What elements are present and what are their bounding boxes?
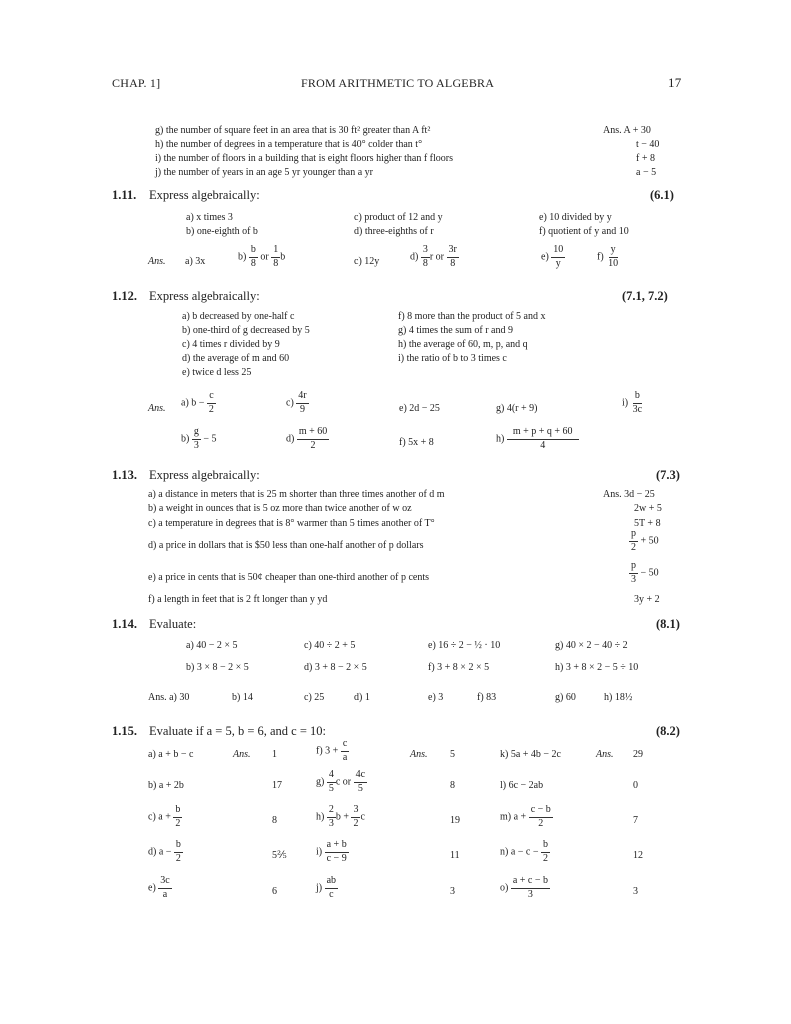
problem-number-1-12: 1.12. xyxy=(112,289,137,303)
p12-ans-a: a) b − $\frac{c}{2}$ xyxy=(181,390,214,415)
p15-ans-label-a: Ans. xyxy=(233,749,251,760)
p14-item-e: e) 16 ÷ 2 − ½ · 10 xyxy=(428,640,501,651)
p15-item-i: i) $\frac{a + b}{c - 9}$ xyxy=(316,839,347,864)
problem-title-1-12: Express algebraically: xyxy=(149,289,260,303)
p14-ans-g: g) 60 xyxy=(555,692,576,703)
p14-ans-h: h) 18½ xyxy=(604,692,633,703)
p15-ans-a: 1 xyxy=(272,749,277,760)
problem-ref-1-15: (8.2) xyxy=(656,724,680,738)
p13-item-f: f) a length in feet that is 2 ft longer than y yd xyxy=(148,594,328,605)
p13-ans-b: 2w + 5 xyxy=(634,503,662,514)
p11-ans-b: b) $\frac{b}{8}$ or $\frac{1}{8}$ b xyxy=(238,244,286,269)
p15-item-n: n) a − c − $\frac{b}{2}$ xyxy=(500,839,548,864)
problem-number-1-11: 1.11. xyxy=(112,188,137,202)
problem-title-1-14: Evaluate: xyxy=(149,617,197,631)
p12-item-i: i) the ratio of b to 3 times c xyxy=(398,353,507,364)
p11-item-d: d) three-eighths of r xyxy=(354,226,434,237)
p14-item-f: f) 3 + 8 × 2 × 5 xyxy=(428,662,490,673)
p13-ans-e: $\frac{p}{3}$ − 50 xyxy=(631,560,659,585)
running-title: FROM ARITHMETIC TO ALGEBRA xyxy=(301,76,495,90)
p13-item-a: a) a distance in meters that is 25 m shorter than three times another of d m xyxy=(148,489,445,500)
p12-ans-h: h) $\frac{m + p + q + 60}{4}$ xyxy=(496,427,579,451)
p14-ans-b: b) 14 xyxy=(232,692,253,703)
problem-number-1-13: 1.13. xyxy=(112,468,137,482)
p11-ans-a: a) 3x xyxy=(185,256,206,267)
p14-item-g: g) 40 × 2 − 40 ÷ 2 xyxy=(555,640,628,651)
p15-ans-l: 0 xyxy=(633,780,638,791)
p15-ans-k: 29 xyxy=(633,749,643,760)
p14-item-h: h) 3 + 8 × 2 − 5 ÷ 10 xyxy=(555,662,639,673)
p12-ans-label: Ans. xyxy=(148,403,166,414)
p12-ans-g: g) 4(r + 9) xyxy=(496,403,538,414)
p15-item-d: d) a − $\frac{b}{2}$ xyxy=(148,839,181,864)
p15-item-h: h) $\frac{2}{3}$ b + $\frac{3}{2}$ c xyxy=(316,804,365,829)
p15-item-j: j) $\frac{ab}{c}$ xyxy=(316,875,337,900)
p15-item-l: l) 6c − 2ab xyxy=(500,780,544,791)
p15-ans-n: 12 xyxy=(633,850,643,861)
p13-ans-c: 5T + 8 xyxy=(634,518,661,529)
p11-ans-f: f) $\frac{y}{10}$ xyxy=(597,244,619,269)
p15-ans-label-k: Ans. xyxy=(596,749,614,760)
p14-item-c: c) 40 ÷ 2 + 5 xyxy=(304,640,356,651)
cont-item-h: h) the number of degrees in a temperature that is 40° colder than t° xyxy=(155,139,423,150)
p13-ans-d: $\frac{p}{2}$ + 50 xyxy=(631,528,659,553)
p12-ans-i: i) $\frac{b}{3c}$ xyxy=(622,390,643,415)
problem-title-1-11: Express algebraically: xyxy=(149,188,260,202)
p11-item-f: f) quotient of y and 10 xyxy=(539,226,629,237)
p11-ans-d: d) $\frac{3}{8}$ r or $\frac{3r}{8}$ xyxy=(410,244,457,269)
p15-ans-g: 8 xyxy=(450,780,455,791)
problem-number-1-14: 1.14. xyxy=(112,617,137,631)
p14-ans-e: e) 3 xyxy=(428,692,444,703)
problem-ref-1-11: (6.1) xyxy=(650,188,674,202)
p15-item-f: f) 3 + $\frac{c}{a}$ xyxy=(316,738,348,763)
p15-item-e: e) $\frac{3c}{a}$ xyxy=(148,875,170,900)
p15-ans-f: 5 xyxy=(450,749,455,760)
p14-item-b: b) 3 × 8 − 2 × 5 xyxy=(186,662,249,673)
p11-item-e: e) 10 divided by y xyxy=(539,212,612,223)
problem-title-1-13: Express algebraically: xyxy=(149,468,260,482)
p12-ans-e: e) 2d − 25 xyxy=(399,403,440,414)
p14-ans-c: c) 25 xyxy=(304,692,325,703)
p13-ans-a: Ans. 3d − 25 xyxy=(603,489,655,500)
p15-item-b: b) a + 2b xyxy=(148,780,184,791)
p15-ans-i: 11 xyxy=(450,850,460,861)
p15-item-a: a) a + b − c xyxy=(148,749,194,760)
p15-ans-label-f: Ans. xyxy=(410,749,428,760)
problem-ref-1-12: (7.1, 7.2) xyxy=(622,289,668,303)
p12-item-h: h) the average of 60, m, p, and q xyxy=(398,339,528,350)
problem-title-1-15: Evaluate if a = 5, b = 6, and c = 10: xyxy=(149,724,327,738)
p15-ans-b: 17 xyxy=(272,780,282,791)
p11-item-a: a) x times 3 xyxy=(186,212,233,223)
p15-item-c: c) a + $\frac{b}{2}$ xyxy=(148,804,181,829)
p13-ans-f: 3y + 2 xyxy=(634,594,660,605)
cont-item-j: j) the number of years in an age 5 yr younger than a yr xyxy=(155,167,373,178)
p12-item-d: d) the average of m and 60 xyxy=(182,353,290,364)
problem-ref-1-13: (7.3) xyxy=(656,468,680,482)
page-number: 17 xyxy=(668,75,682,90)
p14-ans-a: Ans. a) 30 xyxy=(148,692,190,703)
p11-item-c: c) product of 12 and y xyxy=(354,212,443,223)
p15-ans-h: 19 xyxy=(450,815,460,826)
p12-item-e: e) twice d less 25 xyxy=(182,367,252,378)
cont-item-i: i) the number of floors in a building that is eight floors higher than f floors xyxy=(155,153,453,164)
p14-ans-d: d) 1 xyxy=(354,692,370,703)
p15-ans-e: 6 xyxy=(272,886,277,897)
cont-ans-h: t − 40 xyxy=(636,139,660,150)
p14-ans-f: f) 83 xyxy=(477,692,497,703)
cont-item-g: g) the number of square feet in an area that is 30 ft² greater than A ft² xyxy=(155,125,431,136)
p15-ans-m: 7 xyxy=(633,815,638,826)
problem-number-1-15: 1.15. xyxy=(112,724,137,738)
p15-ans-c: 8 xyxy=(272,815,277,826)
p13-item-e: e) a price in cents that is 50¢ cheaper than one-third another of p cents xyxy=(148,572,430,583)
p11-ans-e: e) $\frac{10}{y}$ xyxy=(541,244,564,269)
p12-ans-d: d) $\frac{m + 60}{2}$ xyxy=(286,426,328,451)
p12-ans-f: f) 5x + 8 xyxy=(399,437,434,448)
p13-item-d: d) a price in dollars that is $50 less than one-half another of p dollars xyxy=(148,540,424,551)
p11-ans-c: c) 12y xyxy=(354,256,380,267)
p14-item-a: a) 40 − 2 × 5 xyxy=(186,640,238,651)
p11-ans-label: Ans. xyxy=(148,256,166,267)
p15-item-m: m) a + $\frac{c - b}{2}$ xyxy=(500,804,551,829)
p15-item-k: k) 5a + 4b − 2c xyxy=(500,749,561,760)
p13-item-c: c) a temperature in degrees that is 8° warmer than 5 times another of T° xyxy=(148,518,435,529)
p12-item-a: a) b decreased by one-half c xyxy=(182,311,295,322)
problem-ref-1-14: (8.1) xyxy=(656,617,680,631)
cont-ans-j: a − 5 xyxy=(636,167,657,178)
p12-item-f: f) 8 more than the product of 5 and x xyxy=(398,311,546,322)
p12-item-g: g) 4 times the sum of r and 9 xyxy=(398,325,513,336)
p12-ans-b: b) $\frac{g}{3}$ − 5 xyxy=(181,426,217,451)
chapter-label: CHAP. 1] xyxy=(112,76,161,90)
p15-item-g: g) $\frac{4}{5}$ c or $\frac{4c}{5}$ xyxy=(316,769,366,794)
cont-ans-i: f + 8 xyxy=(636,153,655,164)
p12-ans-c: c) $\frac{4r}{9}$ xyxy=(286,390,307,415)
p15-item-o: o) $\frac{a + c - b}{3}$ xyxy=(500,875,548,900)
p15-ans-d: 5⅖ xyxy=(272,850,287,861)
p11-item-b: b) one-eighth of b xyxy=(186,226,258,237)
p15-ans-o: 3 xyxy=(633,886,638,897)
p12-item-b: b) one-third of g decreased by 5 xyxy=(182,325,310,336)
p15-ans-j: 3 xyxy=(450,886,455,897)
p14-item-d: d) 3 + 8 − 2 × 5 xyxy=(304,662,367,673)
p13-item-b: b) a weight in ounces that is 5 oz more than twice another of w oz xyxy=(148,503,412,514)
p12-item-c: c) 4 times r divided by 9 xyxy=(182,339,280,350)
cont-ans-g: Ans. A + 30 xyxy=(603,125,651,136)
